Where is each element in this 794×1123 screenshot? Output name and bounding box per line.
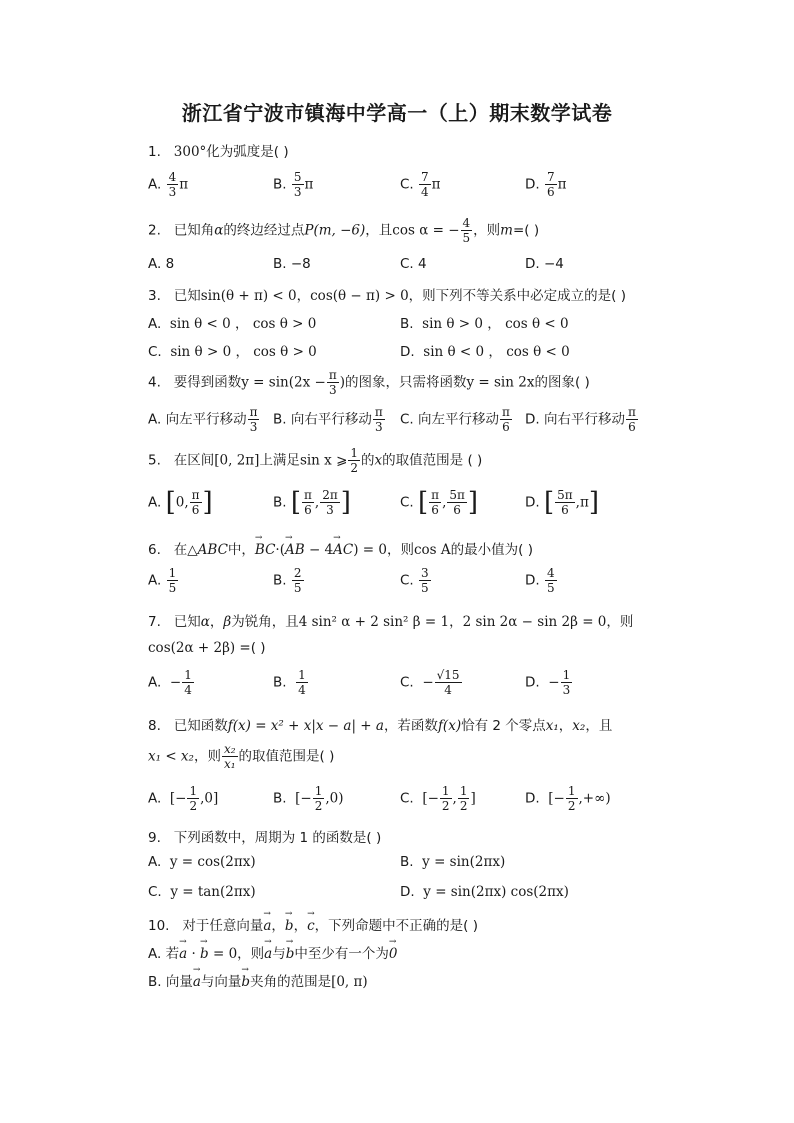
q9-option-c[interactable]: C. y = tan(2πx) [148,884,256,900]
q8-option-d[interactable]: D. [− $\frac{1}{2}$ ,+∞) [525,784,611,813]
question-7-cont: cos(2α + 2β) =( ) [148,640,266,656]
q1-option-b[interactable]: B. $\frac{5}{3}$ π [273,170,314,199]
q6-option-c[interactable]: C. $\frac{3}{5}$ [400,566,429,595]
q7-option-c[interactable]: C. − $\frac{√15}{4}$ [400,668,460,697]
q4-option-b[interactable]: B. 向右平行移动 $\frac{\pi}{3}$ [273,405,383,434]
q3-option-c[interactable]: C. sin θ > 0 ， cos θ > 0 [148,344,317,360]
q6-option-a[interactable]: A. $\frac{1}{5}$ [148,566,177,595]
q6-option-b[interactable]: B. $\frac{2}{5}$ [273,566,302,595]
q9-option-b[interactable]: B. y = sin(2πx) [400,854,506,870]
q4-option-c[interactable]: C. 向左平行移动 $\frac{\pi}{6}$ [400,405,510,434]
question-4: 4. 要得到函数y = sin(2x − $\frac{\pi}{3}$ )的图象，只需将函数y = sin 2x的图象( ) [148,368,590,397]
q4-option-d[interactable]: D. 向右平行移动 $\frac{\pi}{6}$ [525,405,636,434]
q5-option-c[interactable]: C. [ $\frac{\pi}{6}$ , $\frac{5\pi}{6}$ ] [400,487,479,518]
question-7: 7. 已知α，β为锐角，且4 sin² α + 2 sin² β = 1，2 sin 2α − sin 2β = 0，则 [148,614,634,630]
q2-option-b[interactable]: B. −8 [273,256,311,272]
question-8: 8. 已知函数f(x) = x² + x|x − a| + a，若函数f(x)恰有 2 个零点x₁，x₂，且 [148,718,613,734]
q3-option-a[interactable]: A. sin θ < 0 ， cos θ > 0 [148,316,317,332]
q1-option-a[interactable]: A. $\frac{4}{3}$ π [148,170,189,199]
q2-option-d[interactable]: D. −4 [525,256,564,272]
q9-option-a[interactable]: A. y = cos(2πx) [148,854,256,870]
q6-option-d[interactable]: D. $\frac{4}{5}$ [525,566,555,595]
question-6: 6. 在△ABC中，→ BC·(→ AB − 4→ AC) = 0，则cos A的最小值为( ) [148,538,533,558]
question-10: 10. 对于任意向量→ a，→ b，→ c，下列命题中不正确的是( ) [148,914,478,934]
question-8-cont: x₁ < x₂，则 $\frac{\text{x₂}}{\text{x₁}}$ 的取值范围是( ) [148,742,335,771]
q3-option-d[interactable]: D. sin θ < 0 ， cos θ < 0 [400,344,570,360]
q9-option-d[interactable]: D. y = sin(2πx) cos(2πx) [400,884,569,900]
q10-option-a[interactable]: A. 若→ a · → b = 0，则→ a与→ b中至少有一个为→ 0 [148,942,397,962]
q5-option-b[interactable]: B. [ $\frac{\pi}{6}$ , $\frac{2\pi}{3}$ ] [273,487,351,518]
q2-option-c[interactable]: C. 4 [400,256,427,272]
q8-option-a[interactable]: A. [− $\frac{1}{2}$ ,0] [148,784,219,813]
question-1: 1. 300°化为弧度是( ) [148,144,289,160]
q3-option-b[interactable]: B. sin θ > 0 ， cos θ < 0 [400,316,569,332]
q8-option-b[interactable]: B. [− $\frac{1}{2}$ ,0) [273,784,344,813]
q7-option-b[interactable]: B. $\frac{1}{4}$ [273,668,306,697]
q5-option-a[interactable]: A. [0, $\frac{\pi}{6}$ ] [148,487,213,518]
page-title: 浙江省宁波市镇海中学高一（上）期末数学试卷 [181,101,613,125]
q1-option-d[interactable]: D. $\frac{7}{6}$ π [525,170,567,199]
q7-option-a[interactable]: A. − $\frac{1}{4}$ [148,668,192,697]
question-2: 2. 已知角α的终边经过点P(m, −6)，且cos α = − $\frac{4}{5}$ ，则m=( ) [148,216,540,245]
q5-option-d[interactable]: D. [ $\frac{5\pi}{6}$ ,π] [525,487,599,518]
question-5: 5. 在区间[0, 2π]上满足sin x ⩾ $\frac{1}{2}$ 的x的取值范围是 ( ) [148,446,483,475]
q10-option-b[interactable]: B. 向量→ a与向量→ b夹角的范围是[0, π) [148,970,368,990]
question-9: 9. 下列函数中，周期为 1 的函数是( ) [148,830,382,846]
q7-option-d[interactable]: D. − $\frac{1}{3}$ [525,668,571,697]
q8-option-c[interactable]: C. [− $\frac{1}{2}$ , $\frac{1}{2}$ ] [400,784,476,813]
q1-option-c[interactable]: C. $\frac{7}{4}$ π [400,170,441,199]
q2-option-a[interactable]: A. 8 [148,256,175,272]
q4-option-a[interactable]: A. 向左平行移动 $\frac{\pi}{3}$ [148,405,258,434]
question-3: 3. 已知sin(θ + π) < 0，cos(θ − π) > 0，则下列不等关系中必定成立的是( ) [148,288,626,304]
